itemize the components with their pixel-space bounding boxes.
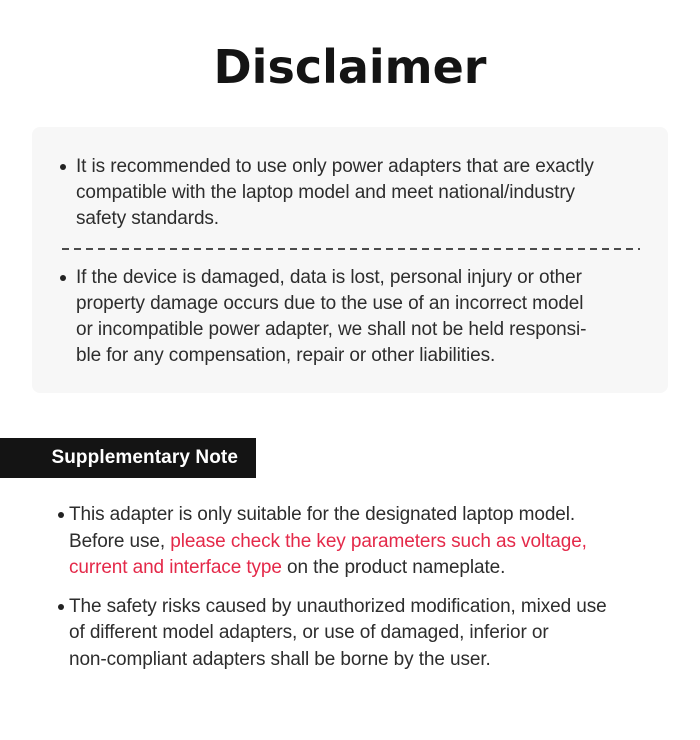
text-segment: on the product nameplate. <box>281 557 506 578</box>
text-line: non-compliant adapters shall be borne by the user. <box>69 648 491 670</box>
supplementary-bullet-1 <box>58 502 670 582</box>
disclaimer-bullet-2 <box>60 265 640 369</box>
disclaimer-bullet-2-text <box>76 265 586 369</box>
text-line: of different model adapters, or use of damaged, inferior or <box>69 622 549 643</box>
text-line <box>69 529 587 556</box>
bullet-dot-icon <box>58 604 64 610</box>
text-line <box>69 555 587 582</box>
text-line: This adapter is only suitable for the designated laptop model. <box>69 504 576 525</box>
bullet-dot-icon <box>60 275 66 281</box>
highlighted-text-segment: please check the key parameters such as voltage, <box>170 530 587 552</box>
text-line: safety standards. <box>76 208 219 229</box>
supplementary-bullet-1-text <box>69 502 587 582</box>
text-line: property damage occurs due to the use of an incorrect model <box>76 293 584 314</box>
bullet-dot-icon <box>60 164 66 170</box>
supplementary-note-badge <box>0 438 256 478</box>
dashed-separator <box>62 248 640 250</box>
supplementary-section <box>58 502 670 673</box>
disclaimer-box <box>32 127 668 393</box>
supplementary-bullet-2-text <box>69 594 607 674</box>
supplementary-note-badge-label: Supplementary Note <box>51 447 238 468</box>
text-line: or incompatible power adapter, we shall not be held responsi- <box>76 319 587 340</box>
disclaimer-bullet-1 <box>60 154 640 232</box>
text-line: ble for any compensation, repair or other liabilities. <box>76 345 496 366</box>
highlighted-text-segment: current and interface type <box>69 557 282 578</box>
disclaimer-bullet-1-text <box>76 154 594 232</box>
page-title: Disclaimer <box>213 40 487 94</box>
text-line: compatible with the laptop model and meet national/industry <box>76 182 575 203</box>
text-line: It is recommended to use only power adapters that are exactly <box>76 156 594 177</box>
text-segment: Before use, <box>69 530 171 552</box>
supplementary-bullet-2 <box>58 594 670 674</box>
bullet-dot-icon <box>58 512 64 518</box>
text-line: The safety risks caused by unauthorized modification, mixed use <box>69 595 607 617</box>
text-line: If the device is damaged, data is lost, personal injury or other <box>76 267 582 288</box>
